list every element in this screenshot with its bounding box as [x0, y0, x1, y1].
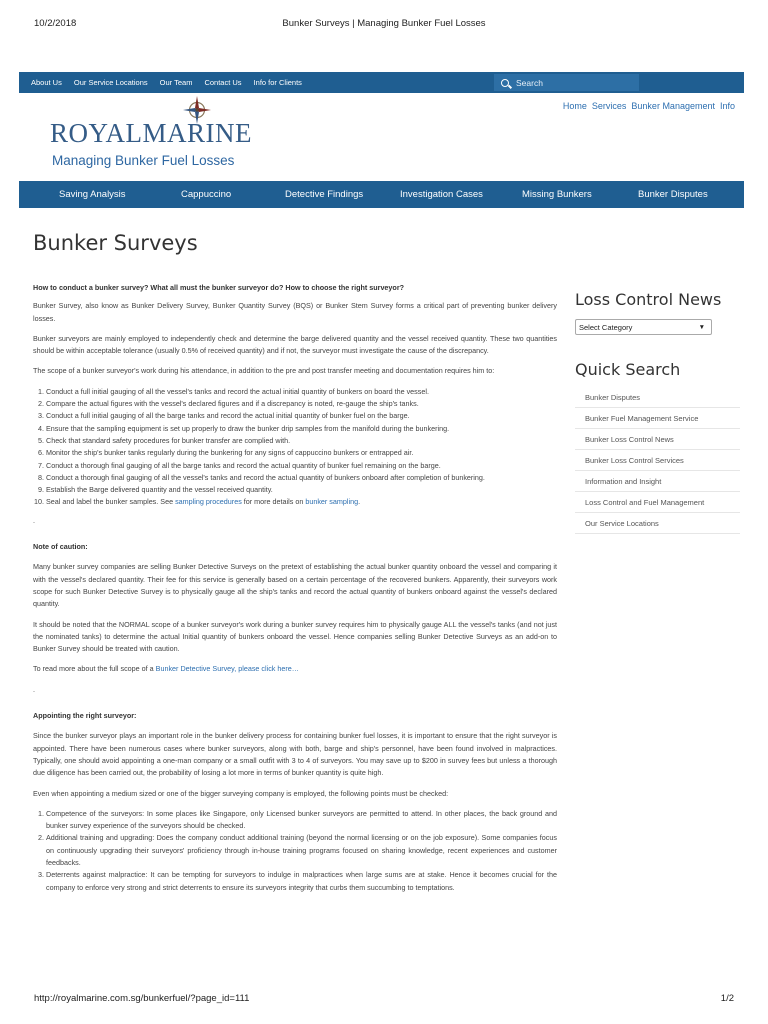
top-bar [19, 72, 744, 93]
intro-question: How to conduct a bunker survey? What all must the bunker surveyor do? How to choose the right surveyor? [33, 283, 405, 292]
article-body [33, 282, 557, 900]
search-icon [501, 79, 509, 87]
list-item: 5. Check that standard safety procedures for bunker transfer are complied with. [46, 435, 557, 447]
list-item [46, 496, 557, 508]
main-nav [19, 181, 744, 208]
topnav-service-locations[interactable]: Our Service Locations [73, 78, 148, 87]
read-more-text: To read more about the full scope of a [33, 664, 156, 674]
dropdown-arrow-icon: ▼ [698, 323, 705, 331]
step10-text: Seal and label the bunker samples. See [46, 497, 176, 507]
quick-search-list [575, 387, 740, 534]
separator-dot: . [33, 515, 35, 525]
quick-link-bunker-disputes[interactable]: Bunker Disputes [575, 387, 740, 408]
category-select-value: Select Category [579, 322, 633, 332]
mainnav-missing-bunkers[interactable]: Missing Bunkers [522, 189, 592, 200]
topnav-our-team[interactable]: Our Team [159, 78, 193, 87]
search-box[interactable] [494, 74, 639, 91]
list-item: 9. Establish the Barge delivered quantity and the vessel received quantity. [46, 484, 557, 496]
quick-link-loss-control-fuel-management[interactable]: Loss Control and Fuel Management [575, 492, 740, 513]
list-item: 8. Conduct a thorough final gauging of all the vessel's tanks and record the actual quantity of bunkers onboard after completion of bunkering. [46, 472, 557, 484]
print-date: 10/2/2018 [34, 18, 77, 29]
list-item: 2. Additional training and upgrading: Does the company conduct additional training (beyond the normal licensing or on the job exposure). Some companies focus on continuously upgrading their surveyors' proficiency through in-house training programs focused on sharing knowledge, recent experiences and customer feedbacks. [46, 832, 557, 869]
quick-link-loss-control-news[interactable]: Bunker Loss Control News [575, 429, 740, 450]
list-item: 6. Monitor the ship's bunker tanks regularly during the bunkering for any signs of cappuccino bunkers or entrapped air. [46, 447, 557, 459]
mainnav-saving-analysis[interactable]: Saving Analysis [59, 189, 126, 200]
top-nav [31, 72, 302, 93]
nav-home[interactable]: Home [562, 101, 587, 111]
step10-end: . [358, 497, 361, 507]
sampling-procedures-link[interactable]: sampling procedures [175, 497, 242, 507]
paragraph: Bunker Survey, also know as Bunker Delivery Survey, Bunker Quantity Survey (BQS) or Bunker Stem Survey forms a critical part of preventing bunker delivery losses. [33, 301, 557, 323]
print-title: Bunker Surveys | Managing Bunker Fuel Losses [282, 18, 486, 29]
step10-mid: for more details on [241, 497, 306, 507]
nav-services[interactable]: Services [591, 101, 627, 111]
paragraph: Even when appointing a medium sized or one of the bigger surveying company is employed, the following points must be checked: [33, 788, 449, 798]
quick-link-information-insight[interactable]: Information and Insight [575, 471, 740, 492]
list-item: 4. Ensure that the sampling equipment is set up properly to draw the bunker drip samples from the manifold during the bunkering. [46, 423, 557, 435]
list-item: 3. Conduct a full initial gauging of all the barge tanks and record the actual initial quantity of bunker fuel on the barge. [46, 410, 557, 422]
search-input[interactable] [516, 78, 626, 88]
paragraph: It should be noted that the NORMAL scope of a bunker surveyor's work during a bunker survey requires him to physically gauge ALL the vessel's tanks (and not just the nominated tanks) to determine the actual Initial quantity of bunkers onboard the vessel. Hence companies selling Bunker Detective Surveys as an add-on to Bunker Survey should be treated with caution. [33, 619, 557, 654]
print-header [34, 18, 734, 32]
appointing-heading: Appointing the right surveyor: [33, 711, 137, 721]
category-select[interactable] [575, 319, 712, 335]
checks-list [33, 808, 557, 894]
mainnav-cappuccino[interactable]: Cappuccino [181, 189, 232, 200]
mainnav-detective-findings[interactable]: Detective Findings [285, 189, 364, 200]
paragraph: Bunker surveyors are mainly employed to independently check and determine the barge delivered quantity and the vessel received quantity. These two quantities should be within acceptable tolerance (usually 0.5% of received quantity) and if not, the surveyor must investigate the cause of the discrepancy. [33, 333, 557, 356]
separator-dot: . [33, 684, 35, 694]
list-item: 1. Conduct a full initial gauging of all the vessel's tanks and record the actual initial quantity of bunkers on board the vessel. [46, 386, 557, 398]
topnav-contact-us[interactable]: Contact Us [204, 78, 242, 87]
caution-heading: Note of caution: [33, 542, 88, 552]
topnav-about-us[interactable]: About Us [31, 78, 62, 87]
page-title: Bunker Surveys [33, 231, 198, 255]
nav-bunker-management[interactable]: Bunker Management [631, 101, 715, 111]
quick-link-fuel-management-service[interactable]: Bunker Fuel Management Service [575, 408, 740, 429]
list-item: 2. Compare the actual figures with the vessel's declared figures and if a discrepancy is noted, re-gauge the ship's tanks. [46, 398, 557, 410]
list-item: 1. Competence of the surveyors: In some places like Singapore, only Licensed bunker surveyors are permitted to attend. In other places, the back ground and bunker survey experience of the surveyors should be checked. [46, 808, 557, 833]
mainnav-investigation-cases[interactable]: Investigation Cases [400, 189, 483, 200]
topnav-info-for-clients[interactable]: Info for Clients [253, 78, 302, 87]
mainnav-bunker-disputes[interactable]: Bunker Disputes [638, 189, 708, 200]
loss-control-news-heading: Loss Control News [575, 290, 722, 309]
sidebar [575, 290, 740, 534]
quick-search-heading: Quick Search [575, 360, 681, 379]
nav-info[interactable]: Info [719, 101, 735, 111]
paragraph [33, 663, 557, 675]
list-item: 3. Deterrents against malpractice: It can be tempting for surveyors to indulge in malpractices when large sums are at stake. Hence it becomes crucial for the company to enforce very strong and strict deterrents to ensure its surveyors integrity that curbs them succumbing to temptations. [46, 869, 557, 894]
detective-survey-link[interactable]: Bunker Detective Survey, please click here… [155, 664, 299, 674]
print-page-number: 1/2 [720, 993, 734, 1004]
survey-steps-list [33, 386, 557, 509]
list-item: 7. Conduct a thorough final gauging of all the barge tanks and record the actual quantity of bunker fuel remaining on the barge. [46, 460, 557, 472]
paragraph: Since the bunker surveyor plays an important role in the bunker delivery process for containing bunker fuel losses, it is important to ensure that the right surveyor is appointed. There have been numerous cases where bunker surveyors, along with both, barge and ship's personnel, have been found involved in malpractices. Typically, one should avoid appointing a one-man company or a small outfit with 3 to 4 of surveyors. You may save up to $200 in survey fees but unless a thorough due diligence has been carried out, the probability of losing a lot more in terms of bunker quantity is quite high. [33, 731, 557, 778]
paragraph: The scope of a bunker surveyor's work during his attendance, in addition to the pre and post transfer meeting and documentation requires him to: [33, 366, 495, 376]
logo-wordmark: ROYALMARINE [50, 118, 253, 148]
quick-link-loss-control-services[interactable]: Bunker Loss Control Services [575, 450, 740, 471]
quick-link-service-locations[interactable]: Our Service Locations [575, 513, 740, 534]
bunker-sampling-link[interactable]: bunker sampling [305, 497, 359, 507]
logo-tagline: Managing Bunker Fuel Losses [52, 153, 235, 168]
secondary-nav [563, 101, 735, 111]
print-footer [34, 993, 734, 1007]
site-logo[interactable] [50, 96, 253, 172]
print-url: http://royalmarine.com.sg/bunkerfuel/?page_id=111 [34, 993, 250, 1004]
paragraph: Many bunker survey companies are selling Bunker Detective Surveys on the pretext of establishing the actual bunker quantity onboard the vessel and comparing it with the vessel's declared quantity. Their fee for this service is generally based on a certain percentage of the recovered bunkers. Apparently, their surveyors work scope for such Bunker Detective Survey is to physically gauge all the ship's tanks and record the actual quantity of bunkers onboard against the vessel's declared quantity. [33, 562, 557, 609]
